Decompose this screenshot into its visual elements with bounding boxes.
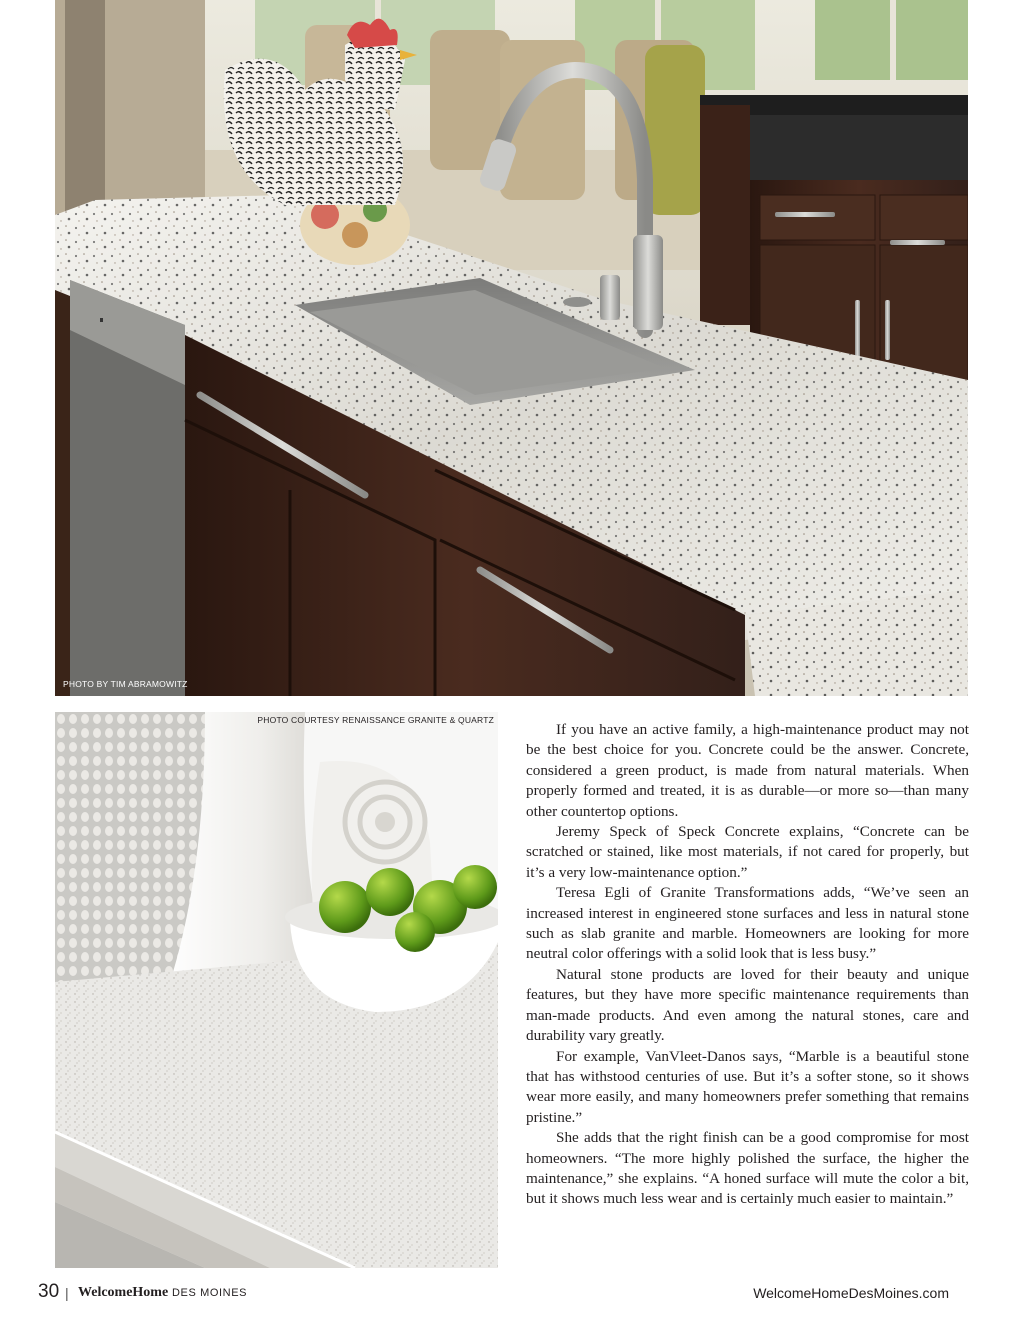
website-url[interactable]: WelcomeHomeDesMoines.com (753, 1285, 949, 1301)
footer-separator: | (65, 1285, 69, 1301)
article-paragraph: She adds that the right finish can be a good compromise for most homeowners. “The more highly polished the surface, the higher the maintenance,” she explains. “A honed surface will mute the color a bit, but it shows much less wear and is certainly much easier to maintain.” (526, 1129, 969, 1208)
page-footer (38, 1281, 949, 1305)
article-paragraph: For example, VanVleet-Danos says, “Marble is a beautiful stone that has withstood centuries of use. But it’s a softer stone, so it shows wear more easily, and many homeowners prefer something that remains pristine.” (526, 1047, 969, 1126)
article-paragraph: Teresa Egli of Granite Transformations adds, “We’ve seen an increased interest in engineered stone surfaces and less in natural stone such as slab granite and marble. Homeowners are looking for more neutral color offerings with a solid look that is less busy.” (526, 884, 969, 963)
article-paragraph: If you have an active family, a high-maintenance product may not be the best choice for you. Concrete could be the answer. Concrete, considered a green product, is made from natural materials. When properly formed and treated, it is as durable—or more so—than many other countertop options. (526, 721, 969, 820)
magazine-brand: WelcomeHome (78, 1285, 169, 1300)
photo-credit: PHOTO COURTESY RENAISSANCE GRANITE & QUARTZ (257, 715, 494, 725)
kitchen-island-photo (55, 0, 968, 696)
quartz-countertop-photo (55, 712, 498, 1268)
article-paragraph: Natural stone products are loved for their beauty and unique features, but they have more specific maintenance requirements than man-made products. And even among the natural stones, care and durability vary greatly. (526, 965, 969, 1045)
article-paragraph: Jeremy Speck of Speck Concrete explains, “Concrete can be scratched or stained, like most materials, if not cared for properly, but it’s a very low-maintenance option.” (526, 823, 969, 881)
magazine-city: DES MOINES (172, 1287, 248, 1299)
photo-credit: PHOTO BY TIM ABRAMOWITZ (63, 679, 188, 689)
article-body (526, 720, 969, 1210)
page-number: 30 (38, 1281, 60, 1302)
